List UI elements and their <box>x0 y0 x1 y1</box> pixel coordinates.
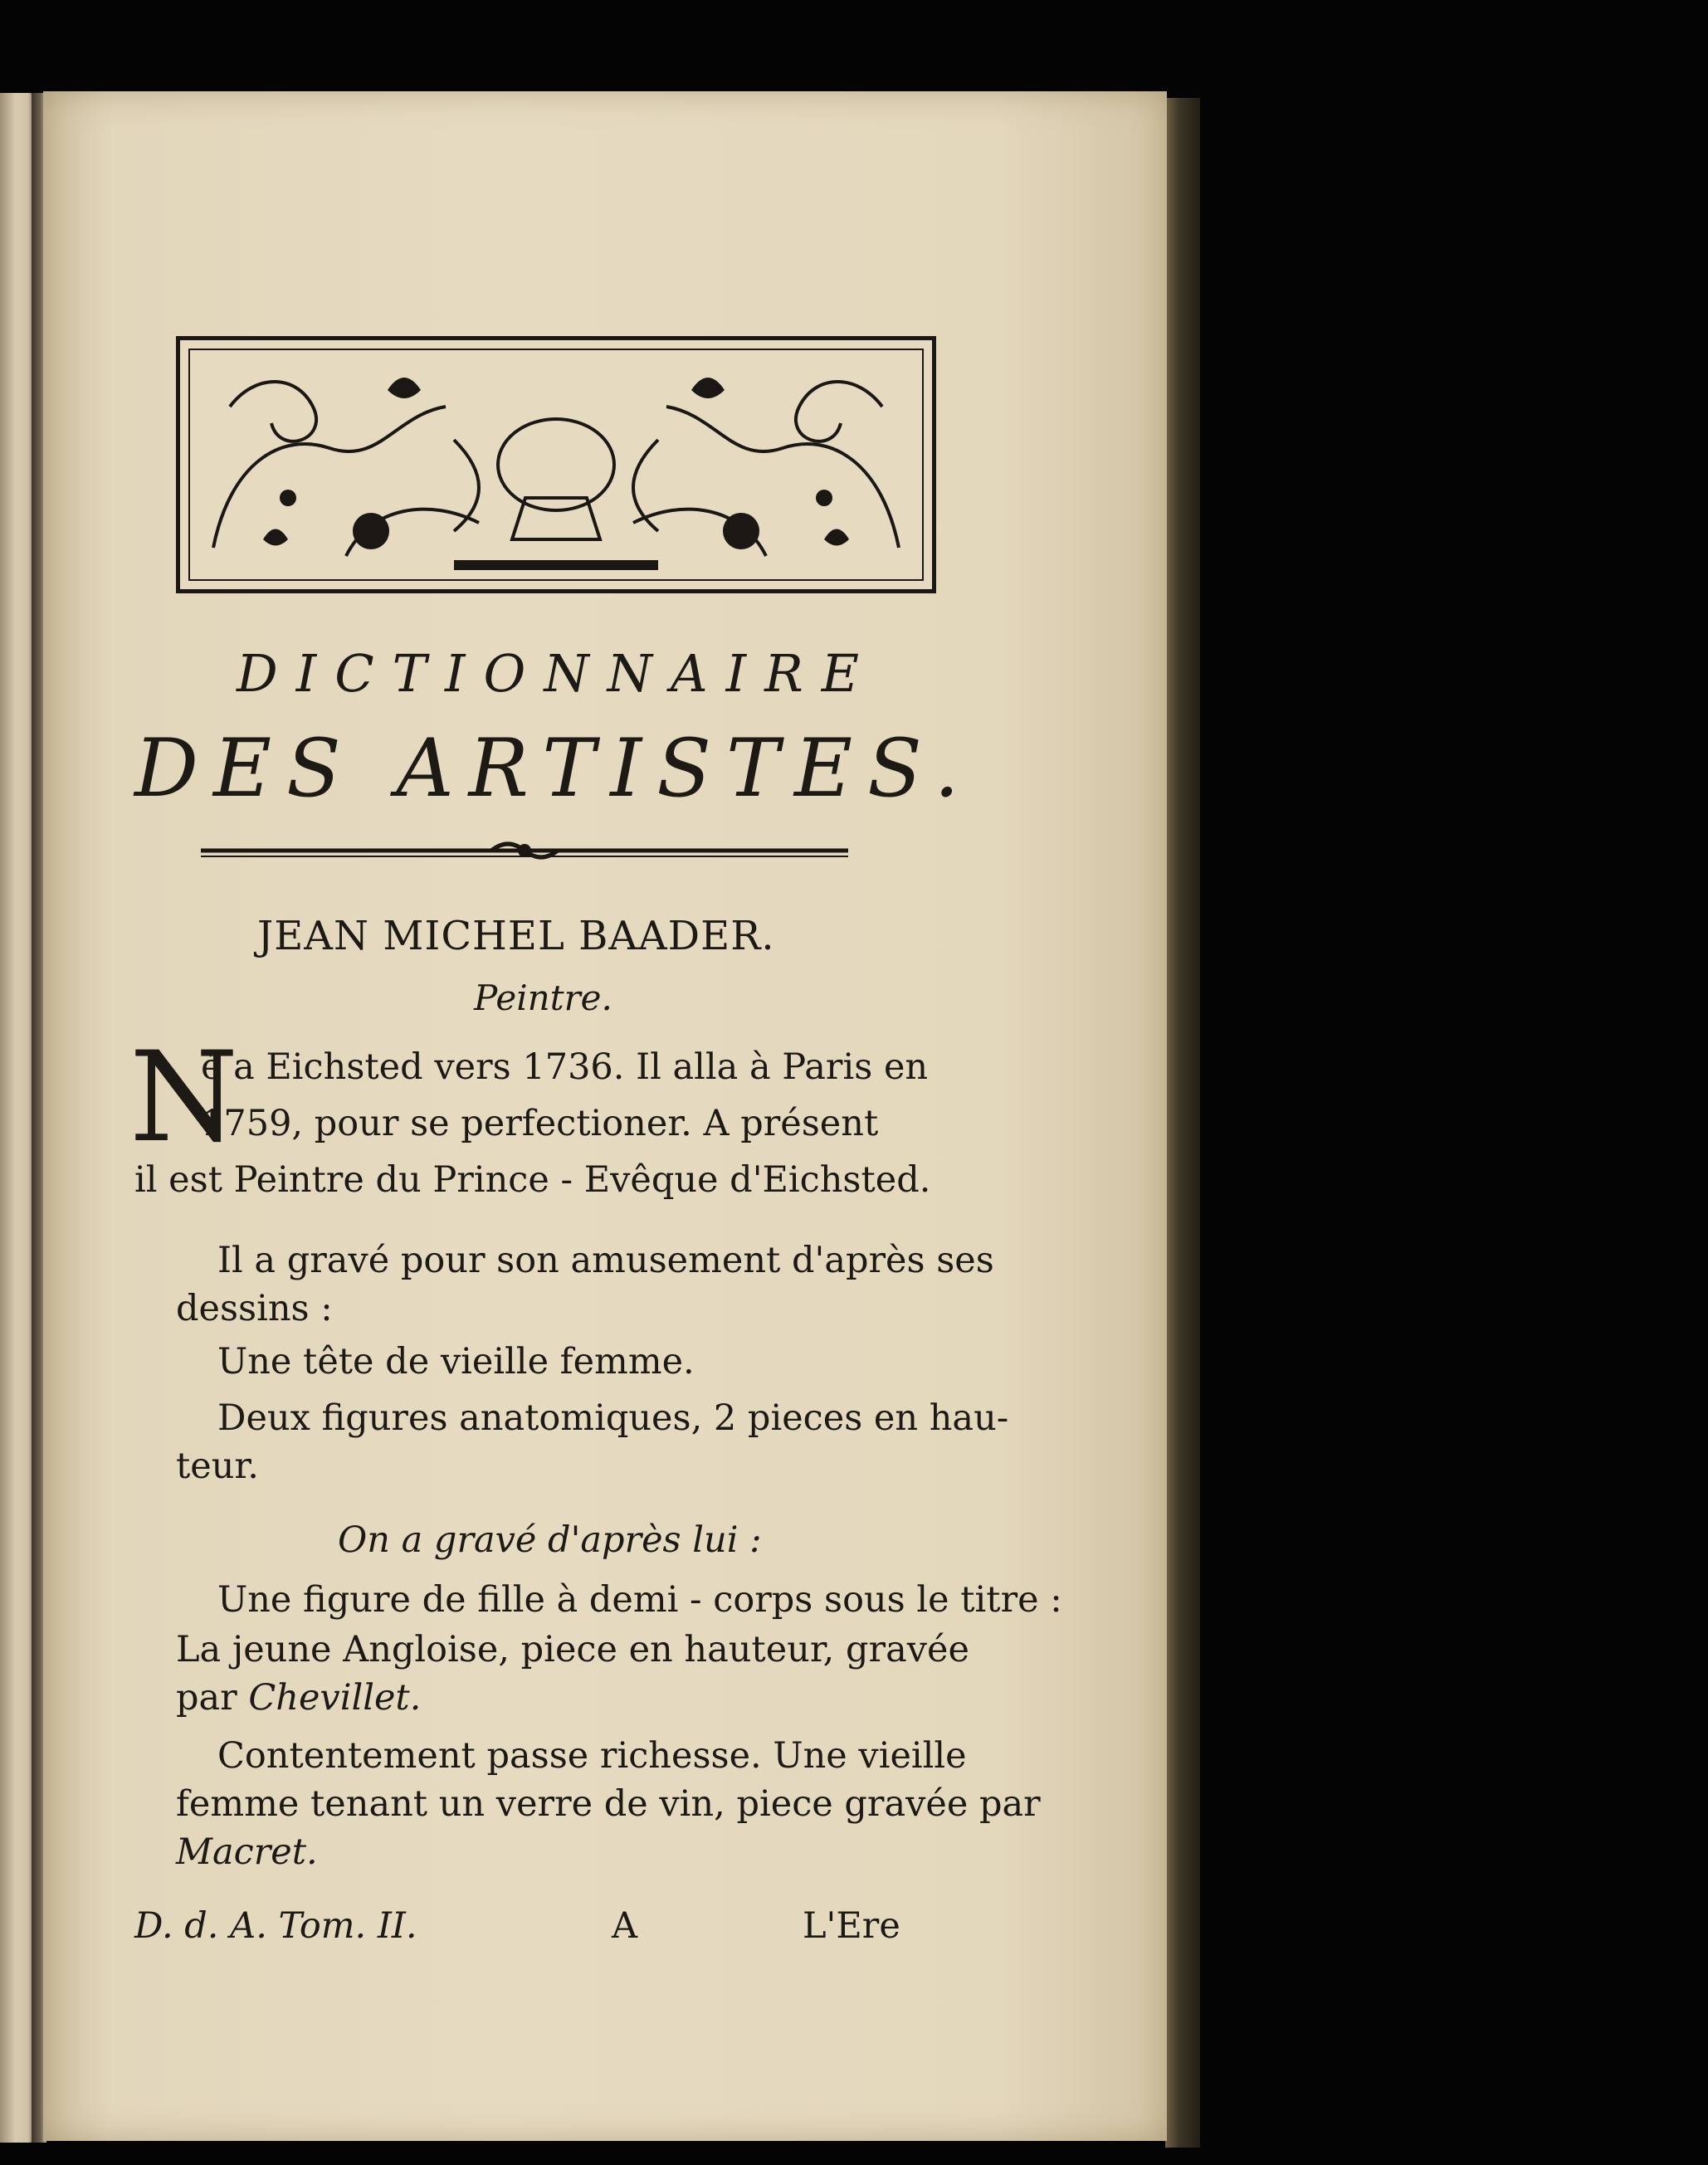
paragraph-5-line-2: La jeune Angloise, piece en hauteur, gravée <box>176 1629 969 1670</box>
entry-name: JEAN MICHEL BAADER. <box>257 913 775 959</box>
paragraph-5-line-3-prefix: par <box>176 1677 249 1719</box>
book-page <box>43 91 1167 2141</box>
engraver-name-macret: Macret. <box>176 1831 318 1873</box>
paragraph-4-line-2: teur. <box>176 1446 259 1487</box>
paragraph-5-line-1: Une figure de fille à demi - corps sous le titre : <box>217 1579 1062 1621</box>
ornamental-rule <box>201 838 848 863</box>
ornamental-headpiece <box>176 336 936 593</box>
paragraph-2-line-1: Il a gravé pour son amusement d'après ses <box>217 1240 994 1281</box>
subheading-engraved-after: On a gravé d'après lui : <box>338 1519 762 1561</box>
footer-signature-mark: A <box>612 1905 638 1947</box>
intro-line-2: 1759, pour se perfectioner. A présent <box>201 1103 879 1144</box>
drop-capital: N <box>129 1026 239 1170</box>
engraver-name-chevillet: Chevillet. <box>248 1677 422 1719</box>
paragraph-5-line-3 <box>176 1672 421 1724</box>
book-title-line2: DES ARTISTES. <box>134 722 974 815</box>
paragraph-2-line-2: dessins : <box>176 1288 333 1329</box>
intro-line-1: é a Eichsted vers 1736. Il alla à Paris en <box>201 1046 929 1088</box>
left-page-edge <box>0 93 35 2143</box>
footer-signature-left: D. d. A. Tom. II. <box>134 1905 417 1947</box>
paragraph-6-line-2: femme tenant un verre de vin, piece gravée par <box>176 1783 1041 1825</box>
book-title-line1: DICTIONNAIRE <box>237 643 878 704</box>
entry-role: Peintre. <box>474 978 612 1018</box>
paragraph-6-line-1: Contentement passe richesse. Une vieille <box>217 1735 967 1777</box>
paragraph-3-line-1: Une tête de vieille femme. <box>217 1341 695 1382</box>
paragraph-4-line-1: Deux figures anatomiques, 2 pieces en hau- <box>217 1397 1009 1439</box>
footer-catchword: L'Ere <box>803 1905 900 1947</box>
intro-line-3: il est Peintre du Prince - Evêque d'Eichsted. <box>134 1159 931 1201</box>
book-cover-edge <box>1165 98 1200 2148</box>
